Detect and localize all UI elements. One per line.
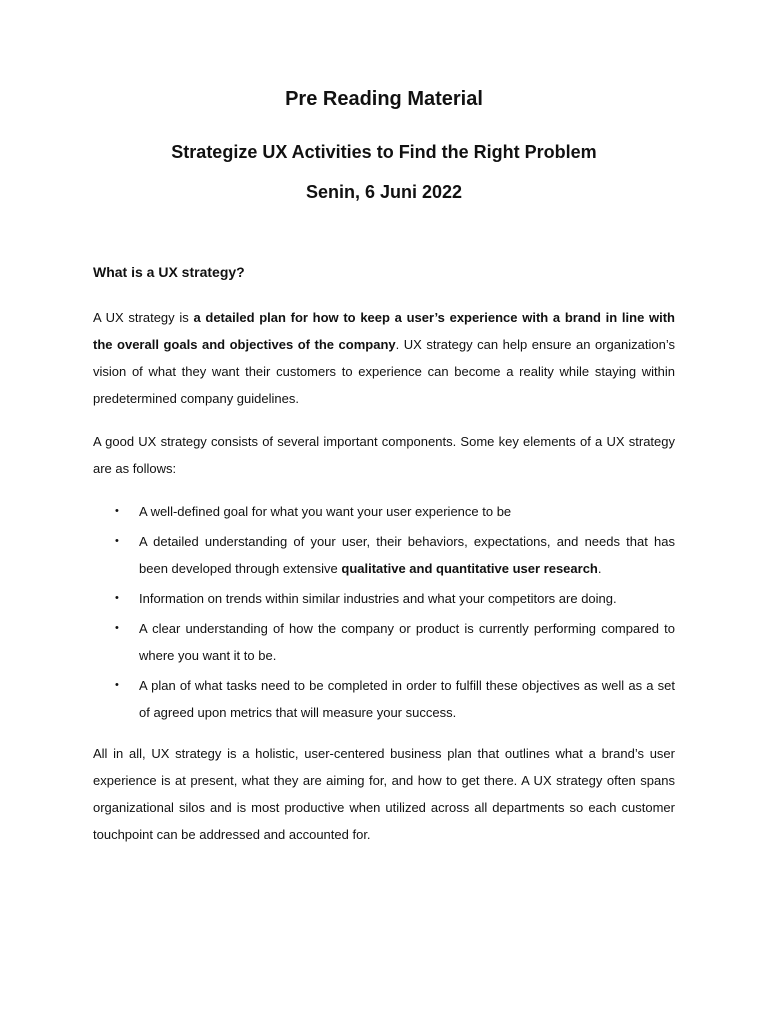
paragraph-definition [93, 304, 675, 412]
list-item [93, 528, 675, 582]
paragraph-summary: All in all, UX strategy is a holistic, user-centered business plan that outlines what a brand’s user experience is at present, what they are aiming for, and how to get there. A UX strategy often spans organizational silos and is most productive when utilized across all departments so each customer touchpoint can be addressed and accounted for. [93, 746, 675, 842]
bullet-icon: • [115, 505, 119, 517]
key-elements-list [93, 498, 675, 726]
list-item-emphasis: qualitative and quantitative user research [341, 561, 598, 576]
paragraph-definition-emphasis: a detailed plan for how to keep a user’s experience with a brand in line with the overall goals and objectives of the company [93, 310, 675, 352]
bullet-icon: • [115, 535, 119, 547]
document-date: Senin, 6 Juni 2022 [305, 182, 463, 202]
list-item-text: A detailed understanding of your user, their behaviors, expectations, and needs that has been developed through extensive [139, 534, 675, 576]
bullet-icon: • [115, 622, 119, 634]
list-item-text: A well-defined goal for what you want your user experience to be [139, 504, 512, 519]
list-item [93, 672, 675, 726]
section-heading: What is a UX strategy? [93, 264, 245, 280]
paragraph-definition-lead: A UX strategy is [93, 310, 194, 325]
list-item [93, 498, 675, 525]
list-item-text: A plan of what tasks need to be completed in order to fulfill these objectives as well as a set of agreed upon metrics that will measure your success. [139, 678, 675, 720]
list-item-text: A clear understanding of how the company or product is currently performing compared to where you want it to be. [139, 621, 675, 663]
document-subtitle: Strategize UX Activities to Find the Right Problem [171, 142, 597, 162]
bullet-icon: • [115, 679, 119, 691]
list-item-tail: . [597, 561, 602, 576]
document-body [93, 262, 675, 864]
paragraph-components-intro: A good UX strategy consists of several important components. Some key elements of a UX strategy are as follows: [93, 434, 675, 476]
list-item [93, 615, 675, 669]
list-item [93, 585, 675, 612]
list-item-text: Information on trends within similar industries and what your competitors are doing. [139, 591, 617, 606]
bullet-icon: • [115, 592, 119, 604]
paragraph-definition-tail: . UX strategy can help ensure an organization’s vision of what they want their customers to experience can become a reality while staying within predetermined company guidelines. [93, 337, 675, 406]
document-title: Pre Reading Material [285, 88, 483, 110]
